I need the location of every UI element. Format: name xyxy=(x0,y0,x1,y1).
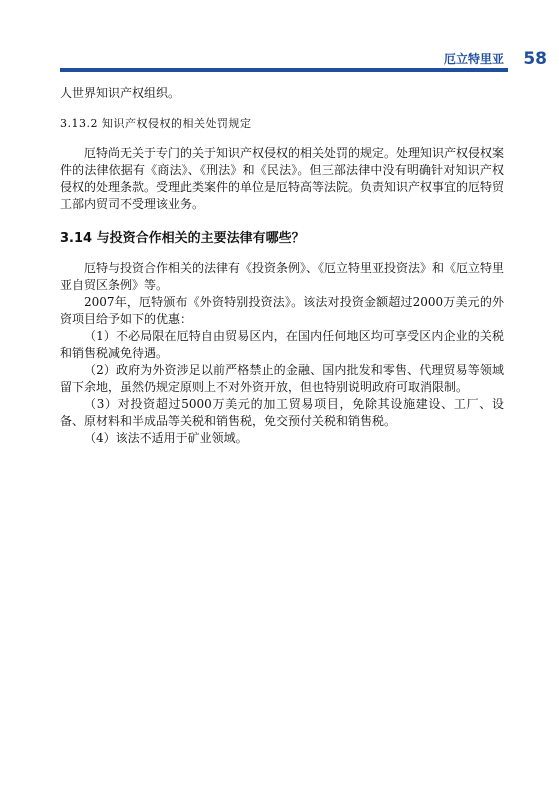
section-heading: 3.14 与投资合作相关的主要法律有哪些？ xyxy=(60,231,305,246)
subsection-heading: 3.13.2 知识产权侵权的相关处罚规定 xyxy=(60,117,252,130)
running-header-title: 厄立特里亚 xyxy=(443,52,504,66)
paragraph-item-1: （1）不必局限在厄特自由贸易区内，在国内任何地区均可享受区内企业的关税和销售税减免待遇。 xyxy=(60,329,504,360)
page-header xyxy=(0,0,559,80)
paragraph-item-4: （4）该法不适用于矿业领域。 xyxy=(84,431,248,445)
paragraph-item-2: （2）政府为外资涉足以前严格禁止的金融、国内批发和零售、代理贸易等领域留下余地，虽然仍规定原则上不对外资开放，但也特别说明政府可取消限制。 xyxy=(60,363,504,394)
continuation-text: 人世界知识产权组织。 xyxy=(60,86,181,100)
paragraph-laws: 厄特与投资合作相关的法律有《投资条例》、《厄立特里亚投资法》和《厄立特里亚自贸区条例》等。 xyxy=(60,261,505,292)
paragraph-2007: 2007年，厄特颁布《外资特别投资法》。该法对投资金额超过2000万美元的外资项目给予如下的优惠： xyxy=(60,295,504,326)
header-rule xyxy=(60,68,508,72)
subsection-paragraph: 厄特尚无关于专门的关于知识产权侵权的相关处罚的规定。处理知识产权侵权案件的法律依据有《商法》、《刑法》和《民法》。但三部法律中没有明确针对知识产权侵权的处理条款。受理此类案件的单位是厄特高等法院。负责知识产权事宜的厄特贸工部内贸司不受理该业务。 xyxy=(60,146,505,211)
page-number: 58 xyxy=(523,49,547,69)
paragraph-item-3: （3）对投资超过5000万美元的加工贸易项目，免除其设施建设、工厂、设备、原材料和半成品等关税和销售税，免交预付关税和销售税。 xyxy=(60,397,504,428)
page-content xyxy=(60,85,504,447)
